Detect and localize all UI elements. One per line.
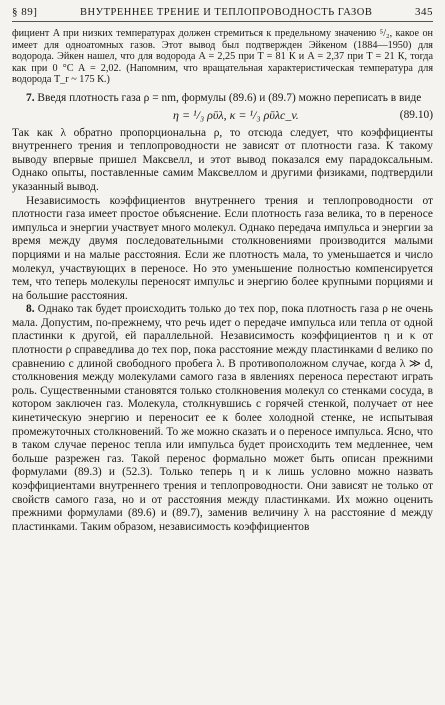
running-header xyxy=(12,6,433,22)
section-7-intro-text: Введя плотность газа ρ = nm, формулы (89.6) и (89.7) можно переписать в виде xyxy=(37,91,422,104)
paragraph-explanation: Независимость коэффициентов внутреннего трения и теплопроводности от плотности газа имеет простое объяснение. Если плотность газа велика, то в переносе импульса и энергии участвует много молекул. Однако передача импульса и энергии за время между двумя последовательными столкновениями производится малыми порциями и на малые расстояния. Если же плотность мала, то уменьшается и число молекул, участвующих в переносе. Но это уменьшение полностью компенсируется тем, что теперь молекулы переносят импульс и энергию более крупными порциями и на большие расстояния. xyxy=(12,194,433,302)
paragraph-density-independence: Так как λ обратно пропорциональна ρ, то отсюда следует, что коэффициенты внутреннего трения и теплопроводности не зависят от плотности газа. К такому выводу впервые пришел Максвелл, и этот вывод показался ему парадоксальным. Однако опыты, поставленные самим Максвеллом и другими физиками, подтвердили указанный вывод. xyxy=(12,126,433,193)
section-8-number: 8. xyxy=(26,303,35,316)
chapter-title: ВНУТРЕННЕЕ ТРЕНИЕ И ТЕПЛОПРОВОДНОСТЬ ГАЗОВ xyxy=(80,7,373,18)
section-8-paragraph xyxy=(12,303,433,534)
formula-number: (89.10) xyxy=(399,109,433,122)
section-7-number: 7. xyxy=(26,91,35,104)
small-print-paragraph: фициент A при низких температурах должен стремиться к предельному значению ⁵/₂, какое он имеет для одноатомных газов. Этот вывод был подтвержден Эйкеном (1884—1950) для водорода. Эйкен нашел, что для водорода A = 2,25 при T = 81 К и A = 2,37 при T = 21 К, тогда как при 0 °C A = 2,02. (Напомним, что вращательная характеристическая температура для водорода T_r ~ 175 К.) xyxy=(12,28,433,86)
formula-89-10 xyxy=(12,108,433,123)
page-number: 345 xyxy=(415,6,433,18)
section-marker: § 89] xyxy=(12,6,38,18)
formula-expression: η = ¹/₃ ρῡλ, κ = ¹/₃ ρῡλc_v. xyxy=(172,107,299,122)
section-8-text: Однако так будет происходить только до тех пор, пока плотность газа ρ не очень мала. Допустим, по-прежнему, что речь идет о передаче импульса или тепла от одной пластинки к другой, ей параллельной. Независимость коэффициентов η и κ от плотности ρ справедлива до тех пор, пока расстояние между пластинками d велико по сравнению с длиной свободного пробега λ. В противоположном случае, когда λ ≫ d, столкновения между молекулами самого газа в явлениях переноса перестают играть роль. Существенными становятся только столкновения молекул со стенками сосуда, в котором заключен газ. Молекула, столкнувшись с горячей стенкой, получает от нее кинетическую энергию и переносит ее к более холодной стенке, не испытывая промежуточных столкновений. То же можно сказать и о переносе импульса. Ясно, что в таком случае перенос тепла или импульса будет происходить тем медленнее, чем больше разрежен газ. Такой перенос формально может быть описан прежними формулами (89.3) и (52.3). Только теперь η и κ лишь условно можно назвать коэффициентами внутреннего трения и теплопроводности. Они зависят не только от свойств самого газа, но и от расстояния между пластинками. Их можно оценить прежними формулами (89.6) и (89.7), заменив величину λ на расстояние d между пластинками. Таким образом, независимость коэффициентов xyxy=(12,303,433,533)
section-7-intro xyxy=(12,92,433,106)
